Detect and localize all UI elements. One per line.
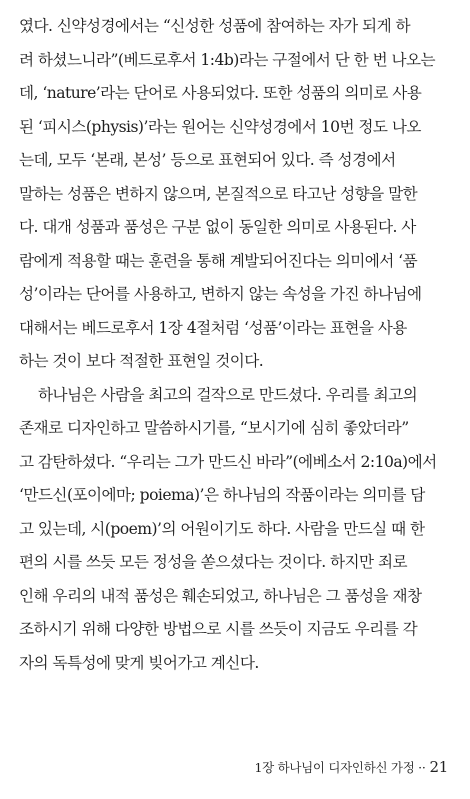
text-line: 데, ‘nature’라는 단어로 사용되었다. 또한 성품의 의미로 사용 — [19, 84, 422, 102]
page-number: 21 — [429, 758, 448, 776]
text-line: 고 감탄하셨다. “우리는 그가 만드신 바라”(에베소서 2:10a)에서 — [19, 452, 437, 471]
text-line: 하나님은 사람을 최고의 걸작으로 만드셨다. 우리를 최고의 — [38, 385, 418, 404]
text-line: 람에게 적용할 때는 훈련을 통해 계발되어진다는 의미에서 ‘품 — [19, 251, 418, 270]
text-line: 존재로 디자인하고 말씀하시기를, “보시기에 심히 좋았더라” — [19, 419, 409, 437]
text-line: 조하시기 위해 다양한 방법으로 시를 쓰듯이 지금도 우리를 각 — [19, 620, 418, 638]
text-line: 편의 시를 쓰듯 모든 정성을 쏟으셨다는 것이다. 하지만 죄로 — [19, 553, 407, 571]
text-line: 말하는 성품은 변하지 않으며, 본질적으로 타고난 성향을 말한 — [19, 184, 418, 203]
chapter-title: 1장 하나님이 디자인하신 가정 ·· — [254, 760, 426, 775]
text-line: 된 ‘피시스(physis)’라는 원어는 신약성경에서 10번 정도 나오 — [19, 117, 421, 136]
text-line: 는데, 모두 ‘본래, 본성’ 등으로 표현되어 있다. 즉 성경에서 — [19, 151, 396, 169]
text-line: 고 있는데, 시(poem)’의 어원이기도 하다. 사람을 만드실 때 한 — [19, 519, 425, 538]
text-line: 려 하셨느니라”(베드로후서 1:4b)라는 구절에서 단 한 번 나오는 — [19, 50, 436, 69]
body-text — [19, 10, 455, 680]
text-line: 하는 것이 보다 적절한 표현일 것이다. — [19, 352, 264, 370]
page-footer — [255, 758, 449, 776]
text-line: 성’이라는 단어를 사용하고, 변하지 않는 속성을 가진 하나님에 — [19, 285, 422, 303]
text-line: ‘만드신(포이에마; poiema)’은 하나님의 작품이라는 의미를 담 — [19, 486, 425, 504]
text-line: 자의 독특성에 맞게 빚어가고 계신다. — [19, 653, 259, 672]
text-line: 대해서는 베드로후서 1장 4절처럼 ‘성품’이라는 표현을 사용 — [19, 318, 407, 337]
text-line: 다. 대개 성품과 품성은 구분 없이 동일한 의미로 사용된다. 사 — [19, 218, 416, 236]
text-line: 인해 우리의 내적 품성은 훼손되었고, 하나님은 그 품성을 재창 — [19, 586, 422, 605]
text-line: 였다. 신약성경에서는 “신성한 성품에 참여하는 자가 되게 하 — [19, 17, 411, 35]
